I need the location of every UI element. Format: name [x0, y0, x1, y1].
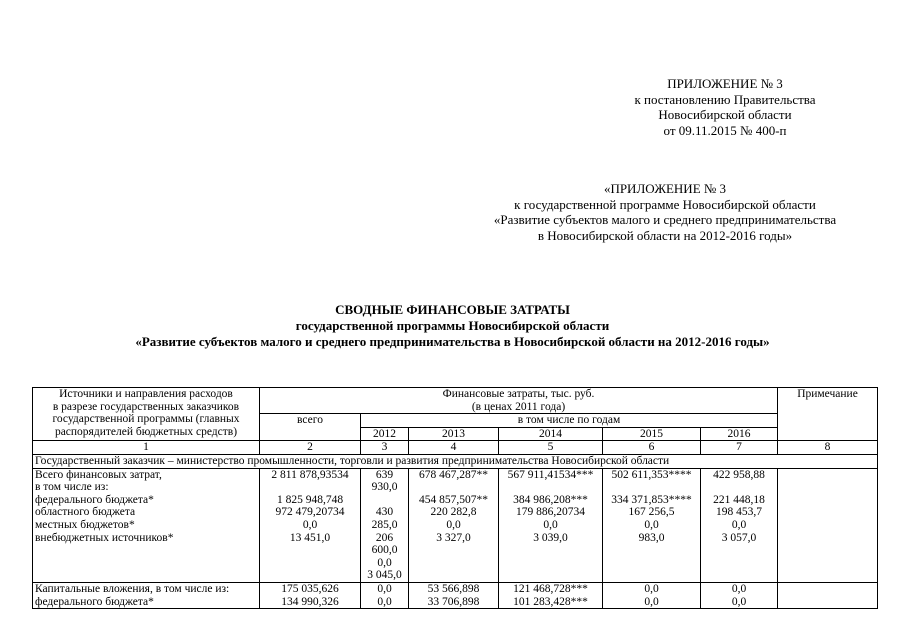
customer-row: [33, 454, 878, 468]
column-number: 1: [33, 441, 260, 455]
header-year: 2013: [409, 427, 499, 441]
value-2014: 121 468,728*** 101 283,428***: [499, 582, 603, 608]
appendix-line: Новосибирской области: [658, 107, 792, 122]
column-number: 4: [409, 441, 499, 455]
header-sources: Источники и направления расходов в разрезе государственных заказчиков государственной программы (главных распорядителей бюджетных средств): [33, 388, 260, 441]
header-by-years: в том числе по годам: [361, 414, 778, 428]
header-year: 2014: [499, 427, 603, 441]
value-total: 2 811 878,93534 1 825 948,748 972 479,20734 0,0 13 451,0: [260, 468, 361, 582]
row-label: Всего финансовых затрат, в том числе из: федерального бюджета* областного бюджета местных бюджетов* внебюджетных источников*: [33, 468, 260, 582]
financial-costs-table: [32, 387, 878, 609]
value-2015: 502 611,353**** 334 371,853**** 167 256,5 0,0 983,0: [603, 468, 701, 582]
header-note: Примечание: [778, 388, 878, 441]
header-costs: Финансовые затраты, тыс. руб. (в ценах 2011 года): [260, 388, 778, 414]
value-total: 175 035,626 134 990,326: [260, 582, 361, 608]
program-appendix-line: «ПРИЛОЖЕНИЕ № 3: [603, 181, 727, 196]
title-line: «Развитие субъектов малого и среднего предпринимательства в Новосибирской области на 2012-2016 годы»: [135, 334, 770, 349]
header-row: [33, 388, 878, 414]
program-appendix-line: к государственной программе Новосибирской области: [514, 196, 816, 212]
header-total: всего: [260, 414, 361, 441]
value-2014: 567 911,41534*** 384 986,208*** 179 886,20734 0,0 3 039,0: [499, 468, 603, 582]
value-2015: 0,0 0,0: [603, 582, 701, 608]
table-row: [33, 468, 878, 582]
row-label: Капитальные вложения, в том числе из: федерального бюджета*: [33, 582, 260, 608]
value-2013: 678 467,287** 454 857,507** 220 282,8 0,0 3 327,0: [409, 468, 499, 582]
column-number: 2: [260, 441, 361, 455]
value-2013: 53 566,898 33 706,898: [409, 582, 499, 608]
header-year: 2015: [603, 427, 701, 441]
column-number: 7: [701, 441, 778, 455]
value-2012: 0,0 0,0: [361, 582, 409, 608]
document-title: [0, 302, 905, 350]
header-year: 2012: [361, 427, 409, 441]
table-row: [33, 582, 878, 608]
column-number: 3: [361, 441, 409, 455]
appendix-line: от 09.11.2015 № 400-п: [663, 122, 787, 138]
appendix-line: к постановлению Правительства: [634, 91, 816, 107]
appendix-line: ПРИЛОЖЕНИЕ № 3: [667, 76, 783, 91]
value-2016: 422 958,88 221 448,18 198 453,7 0,0 3 057,0: [701, 468, 778, 582]
column-number: 6: [603, 441, 701, 455]
title-line: государственной программы Новосибирской области: [295, 318, 610, 333]
column-numbers-row: [33, 441, 878, 455]
value-2016: 0,0 0,0: [701, 582, 778, 608]
program-appendix-line: «Развитие субъектов малого и среднего предпринимательства: [493, 212, 837, 227]
value-note: [778, 468, 878, 582]
appendix-header: [600, 76, 850, 138]
program-appendix-line: в Новосибирской области на 2012-2016 годы»: [537, 227, 793, 243]
title-line: СВОДНЫЕ ФИНАНСОВЫЕ ЗАТРАТЫ: [335, 302, 570, 317]
column-number: 8: [778, 441, 878, 455]
value-2012: 639 930,0 430 285,0 206 600,0 0,0 3 045,0: [361, 468, 409, 582]
state-customer: Государственный заказчик – министерство промышленности, торговли и развития предпринимательства Новосибирской области: [33, 454, 878, 468]
column-number: 5: [499, 441, 603, 455]
program-appendix-header: [455, 181, 875, 243]
value-note: [778, 582, 878, 608]
header-year: 2016: [701, 427, 778, 441]
